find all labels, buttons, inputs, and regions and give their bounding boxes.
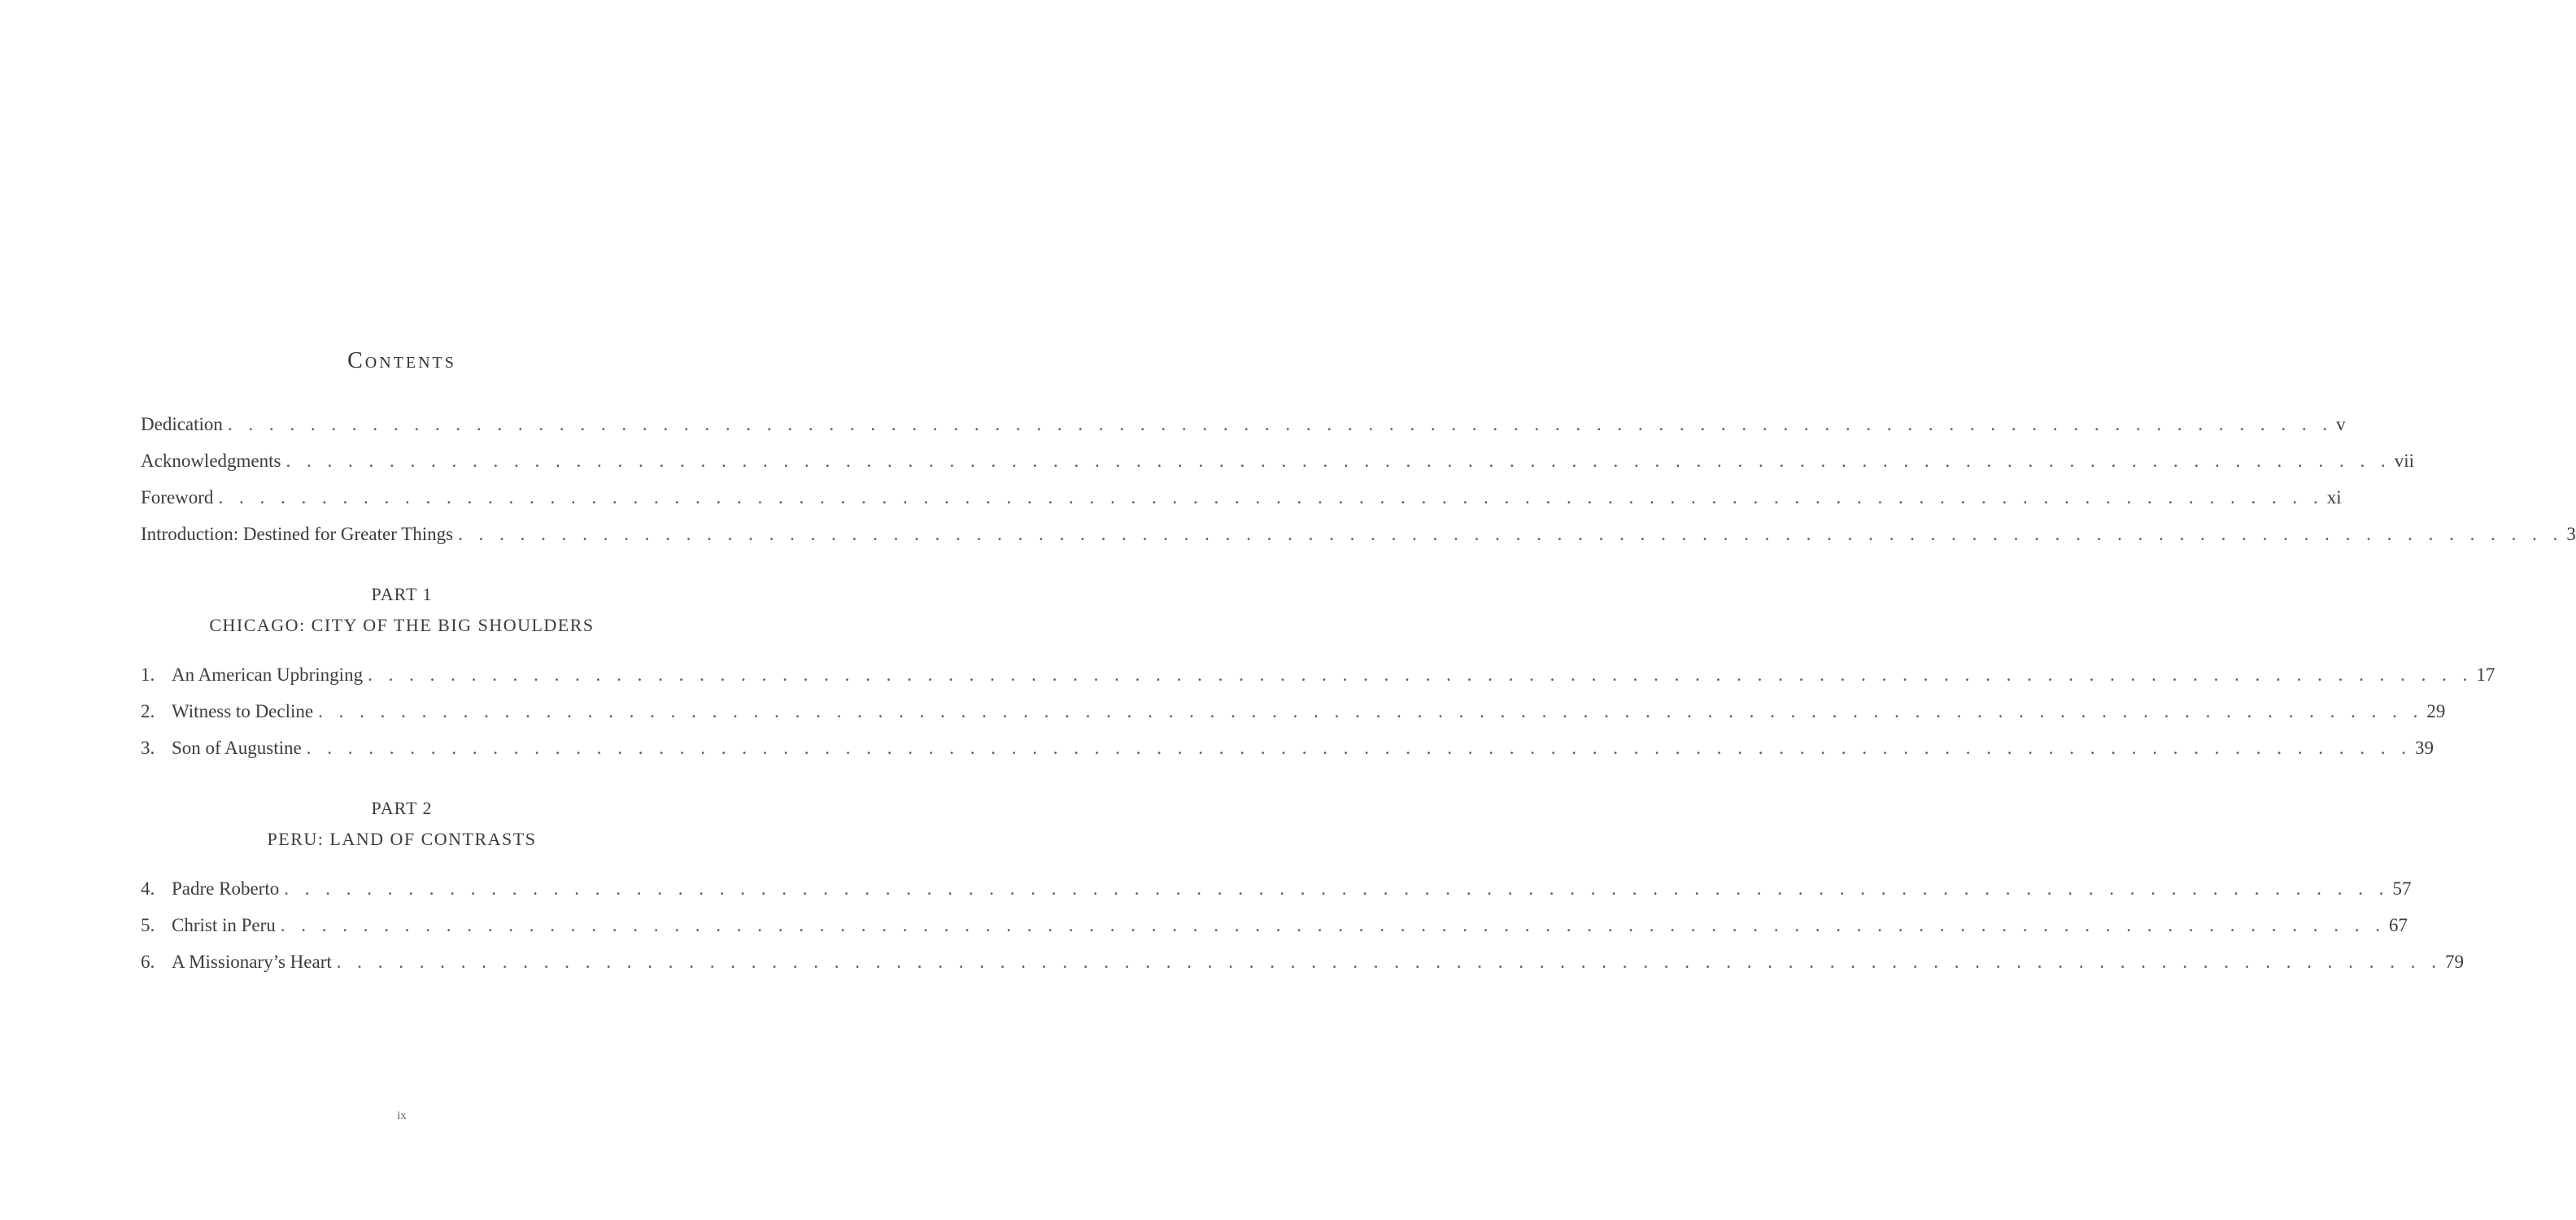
toc-entry-page: 17 [2476,664,2495,685]
page-number: ix [397,1109,407,1122]
dot-leader: . . . . . . . . . . . . . . . . . . . . . . . . . . . . . . . . . . . . . . . . . . . . . . . . . . . . . . . . . . . . . . . . . . . . . . . . . . . . . . . . . . . . . . . . . . . . . . . . . . . . . . [227,414,2334,434]
toc-entry-title: Padre Roberto [172,878,280,899]
toc-entry-page: 39 [2414,738,2434,758]
toc-entry-title: Son of Augustine [172,738,302,758]
part-2-chapter-list [141,877,2465,987]
toc-entry-title: Foreword [141,487,214,508]
part-label: PART 1 [371,584,433,604]
chapter-number: 4. [141,878,155,899]
toc-entry-page: v [2336,414,2346,434]
chapter-number: 2. [141,701,155,721]
toc-entry-introduction [141,522,2576,559]
toc-entry-chapter-4 [141,877,2412,913]
toc-entry-chapter-6 [141,950,2465,987]
toc-entry-dedication [141,412,2346,449]
dot-leader: . . . . . . . . . . . . . . . . . . . . . . . . . . . . . . . . . . . . . . . . . . . . . . . . . . . . . . . . . . . . . . . . . . . . . . . . . . . . . . . . . . . . . . . . . . . . . . . . . . . . . . [368,664,2474,685]
toc-entry-title: Dedication [141,414,223,434]
toc-entry-page: xi [2326,487,2342,508]
toc-entry-title: Introduction: Destined for Greater Things [141,524,454,544]
toc-entry-title: A Missionary’s Heart [172,952,332,972]
toc-entry-page: 67 [2389,915,2408,935]
dot-leader: . . . . . . . . . . . . . . . . . . . . . . . . . . . . . . . . . . . . . . . . . . . . . . . . . . . . . . . . . . . . . . . . . . . . . . . . . . . . . . . . . . . . . . . . . . . . . . . . . . . . . . [280,915,2386,935]
part-1-heading [0,583,804,637]
dot-leader: . . . . . . . . . . . . . . . . . . . . . . . . . . . . . . . . . . . . . . . . . . . . . . . . . . . . . . . . . . . . . . . . . . . . . . . . . . . . . . . . . . . . . . . . . . . . . . . . . . . . . . [336,952,2443,972]
toc-entry-title: Witness to Decline [172,701,314,721]
dot-leader: . . . . . . . . . . . . . . . . . . . . . . . . . . . . . . . . . . . . . . . . . . . . . . . . . . . . . . . . . . . . . . . . . . . . . . . . . . . . . . . . . . . . . . . . . . . . . . . . . . . . . . [306,738,2412,758]
toc-entry-chapter-1 [141,663,2495,699]
toc-entry-chapter-5 [141,913,2408,950]
part-2-heading [0,797,804,851]
part-label: PART 2 [371,798,433,818]
toc-entry-page: vii [2394,451,2414,471]
toc-entry-foreword [141,486,2342,522]
dot-leader: . . . . . . . . . . . . . . . . . . . . . . . . . . . . . . . . . . . . . . . . . . . . . . . . . . . . . . . . . . . . . . . . . . . . . . . . . . . . . . . . . . . . . . . . . . . . . . . . . . . . . . [285,451,2391,471]
toc-entry-acknowledgments [141,449,2414,486]
toc-entry-page: 79 [2445,952,2465,972]
dot-leader: . . . . . . . . . . . . . . . . . . . . . . . . . . . . . . . . . . . . . . . . . . . . . . . . . . . . . . . . . . . . . . . . . . . . . . . . . . . . . . . . . . . . . . . . . . . . . . . . . . . . . . [458,524,2564,544]
chapter-number: 1. [141,664,155,685]
part-title: CHICAGO: CITY OF THE BIG SHOULDERS [209,615,595,635]
toc-entry-page: 29 [2426,701,2446,721]
part-1-chapter-list [141,663,2495,773]
toc-entry-chapter-2 [141,699,2446,736]
contents-heading: Contents [347,348,456,373]
chapter-number: 3. [141,738,155,758]
part-title: PERU: LAND OF CONTRASTS [267,829,537,849]
dot-leader: . . . . . . . . . . . . . . . . . . . . . . . . . . . . . . . . . . . . . . . . . . . . . . . . . . . . . . . . . . . . . . . . . . . . . . . . . . . . . . . . . . . . . . . . . . . . . . . . . . . . . . [284,878,2390,899]
dot-leader: . . . . . . . . . . . . . . . . . . . . . . . . . . . . . . . . . . . . . . . . . . . . . . . . . . . . . . . . . . . . . . . . . . . . . . . . . . . . . . . . . . . . . . . . . . . . . . . . . . . . . . [218,487,2324,508]
toc-entry-title: Acknowledgments [141,451,281,471]
dot-leader: . . . . . . . . . . . . . . . . . . . . . . . . . . . . . . . . . . . . . . . . . . . . . . . . . . . . . . . . . . . . . . . . . . . . . . . . . . . . . . . . . . . . . . . . . . . . . . . . . . . . . . [318,701,2424,721]
chapter-number: 6. [141,952,155,972]
toc-entry-title: An American Upbringing [172,664,364,685]
toc-entry-chapter-3 [141,736,2434,773]
chapter-number: 5. [141,915,155,935]
toc-entry-page: 3 [2566,524,2576,544]
toc-entry-page: 57 [2392,878,2412,899]
front-matter-list [141,412,2576,559]
toc-entry-title: Christ in Peru [172,915,276,935]
